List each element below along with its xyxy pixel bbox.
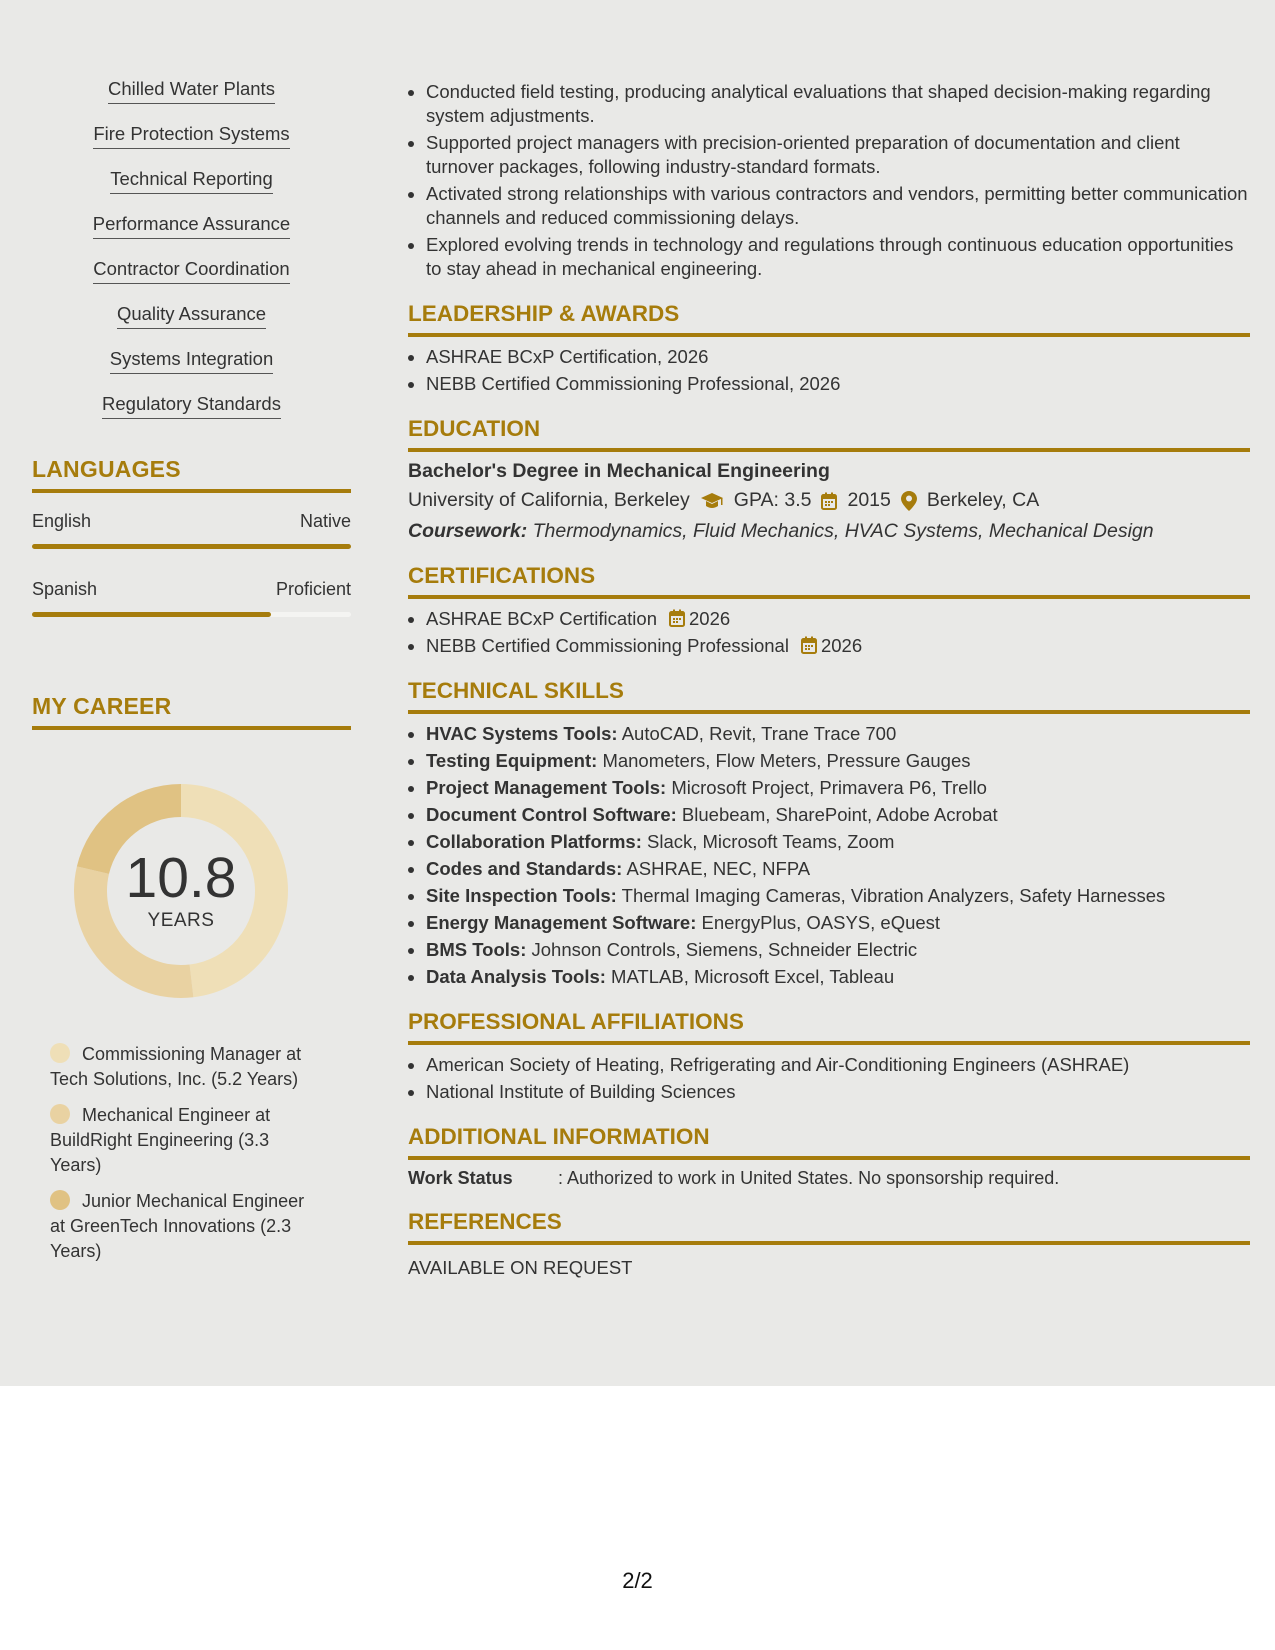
education-details — [408, 489, 1250, 512]
map-pin-icon — [901, 491, 917, 511]
technical-skill-item: • BMS Tools: Johnson Controls, Siemens, Schneider Electric — [426, 938, 1250, 962]
left-column — [32, 78, 351, 1275]
skill-item: Contractor Coordination — [32, 258, 351, 283]
career-section — [32, 693, 351, 1264]
skills-list — [32, 78, 351, 418]
affiliation-item: • American Society of Heating, Refrigerating and Air-Conditioning Engineers (ASHRAE) — [426, 1053, 1250, 1077]
experience-bullet: • Supported project managers with precision-oriented preparation of documentation and client turnover packages, following industry-standard formats. — [426, 131, 1250, 179]
coursework-label: Coursework: — [408, 520, 528, 542]
skill-item: Chilled Water Plants — [32, 78, 351, 103]
experience-bullet: • Activated strong relationships with various contractors and vendors, permitting better communication channels and reduced commissioning delays. — [426, 182, 1250, 230]
career-legend-item: Junior Mechanical Engineer at GreenTech Innovations (2.3 Years) — [50, 1191, 305, 1261]
career-legend-item: Mechanical Engineer at BuildRight Engineering (3.3 Years) — [50, 1105, 271, 1175]
technical-skill-item: • Codes and Standards: ASHRAE, NEC, NFPA — [426, 857, 1250, 881]
right-column — [408, 80, 1250, 1279]
career-donut-chart — [66, 776, 296, 1006]
language-item — [32, 511, 351, 549]
certifications-list — [408, 607, 1250, 658]
career-unit: YEARS — [147, 910, 215, 931]
certification-item: • ASHRAE BCxP Certification 2026 — [426, 607, 1250, 631]
calendar-icon — [821, 492, 837, 510]
career-legend-item: Commissioning Manager at Tech Solutions, Inc. (5.2 Years) — [50, 1044, 302, 1089]
education-degree: Bachelor's Degree in Mechanical Engineering — [408, 460, 830, 482]
education-entry — [408, 460, 1250, 543]
technical-skill-item: • Document Control Software: Bluebeam, SharePoint, Adobe Acrobat — [426, 803, 1250, 827]
graduation-cap-icon — [700, 492, 724, 510]
education-year: 2015 — [847, 489, 891, 511]
experience-bullet: • Explored evolving trends in technology and regulations through continuous education opportunities to stay ahead in mechanical engineering. — [426, 233, 1250, 281]
additional-info-title: ADDITIONAL INFORMATION — [408, 1124, 1250, 1160]
affiliations-title: PROFESSIONAL AFFILIATIONS — [408, 1009, 1250, 1045]
calendar-icon — [669, 609, 685, 627]
skill-item: Systems Integration — [32, 348, 351, 373]
technical-skill-item: • Energy Management Software: EnergyPlus, OASYS, eQuest — [426, 911, 1250, 935]
language-bar — [32, 612, 351, 617]
language-bar-fill — [32, 544, 351, 549]
leadership-item: • NEBB Certified Commissioning Professional, 2026 — [426, 372, 1250, 396]
technical-skill-item: • HVAC Systems Tools: AutoCAD, Revit, Trane Trace 700 — [426, 722, 1250, 746]
technical-skill-item: • Data Analysis Tools: MATLAB, Microsoft Excel, Tableau — [426, 965, 1250, 989]
legend-dot — [50, 1104, 70, 1124]
work-status-value: : Authorized to work in United States. No sponsorship required. — [558, 1168, 1060, 1188]
references-title: REFERENCES — [408, 1209, 1250, 1245]
language-level: Proficient — [275, 579, 351, 599]
certification-item: • NEBB Certified Commissioning Professional 2026 — [426, 634, 1250, 658]
education-gpa: GPA: 3.5 — [733, 489, 812, 511]
career-total: 10.8 — [125, 846, 237, 910]
technical-skill-item: • Testing Equipment: Manometers, Flow Meters, Pressure Gauges — [426, 749, 1250, 773]
skill-item: Regulatory Standards — [32, 393, 351, 418]
affiliations-list — [408, 1053, 1250, 1104]
language-level: Native — [299, 511, 351, 531]
skill-item: Technical Reporting — [32, 168, 351, 193]
language-bar — [32, 544, 351, 549]
leadership-title: LEADERSHIP & AWARDS — [408, 301, 1250, 337]
technical-skills-title: TECHNICAL SKILLS — [408, 678, 1250, 714]
experience-bullet: • Conducted field testing, producing analytical evaluations that shaped decision-making regarding system adjustments. — [426, 80, 1250, 128]
language-name: Spanish — [32, 579, 98, 599]
technical-skill-item: • Project Management Tools: Microsoft Project, Primavera P6, Trello — [426, 776, 1250, 800]
references-text: AVAILABLE ON REQUEST — [408, 1257, 633, 1278]
skill-item: Quality Assurance — [32, 303, 351, 328]
career-title: MY CAREER — [32, 693, 351, 730]
leadership-list — [408, 345, 1250, 396]
language-item — [32, 579, 351, 617]
technical-skill-item: • Site Inspection Tools: Thermal Imaging Cameras, Vibration Analyzers, Safety Harnesses — [426, 884, 1250, 908]
calendar-icon — [801, 636, 817, 654]
education-coursework — [408, 520, 1250, 543]
coursework-value: Thermodynamics, Fluid Mechanics, HVAC Systems, Mechanical Design — [532, 520, 1154, 542]
skill-item: Fire Protection Systems — [32, 123, 351, 148]
work-status-key: Work Status — [408, 1168, 513, 1188]
education-location: Berkeley, CA — [926, 489, 1040, 511]
career-legend — [50, 1042, 320, 1264]
page-number: 2/2 — [622, 1568, 653, 1593]
leadership-item: • ASHRAE BCxP Certification, 2026 — [426, 345, 1250, 369]
certifications-title: CERTIFICATIONS — [408, 563, 1250, 599]
work-status-row — [408, 1168, 1250, 1189]
legend-dot — [50, 1043, 70, 1063]
languages-section — [32, 456, 351, 617]
affiliation-item: • National Institute of Building Sciences — [426, 1080, 1250, 1104]
skill-item: Performance Assurance — [32, 213, 351, 238]
legend-dot — [50, 1190, 70, 1210]
technical-skills-list — [408, 722, 1250, 989]
education-title: EDUCATION — [408, 416, 1250, 452]
language-bar-fill — [32, 612, 271, 617]
language-name: English — [32, 511, 92, 531]
experience-bullets — [408, 80, 1250, 281]
languages-title: LANGUAGES — [32, 456, 351, 493]
technical-skill-item: • Collaboration Platforms: Slack, Microsoft Teams, Zoom — [426, 830, 1250, 854]
education-school: University of California, Berkeley — [408, 489, 690, 511]
